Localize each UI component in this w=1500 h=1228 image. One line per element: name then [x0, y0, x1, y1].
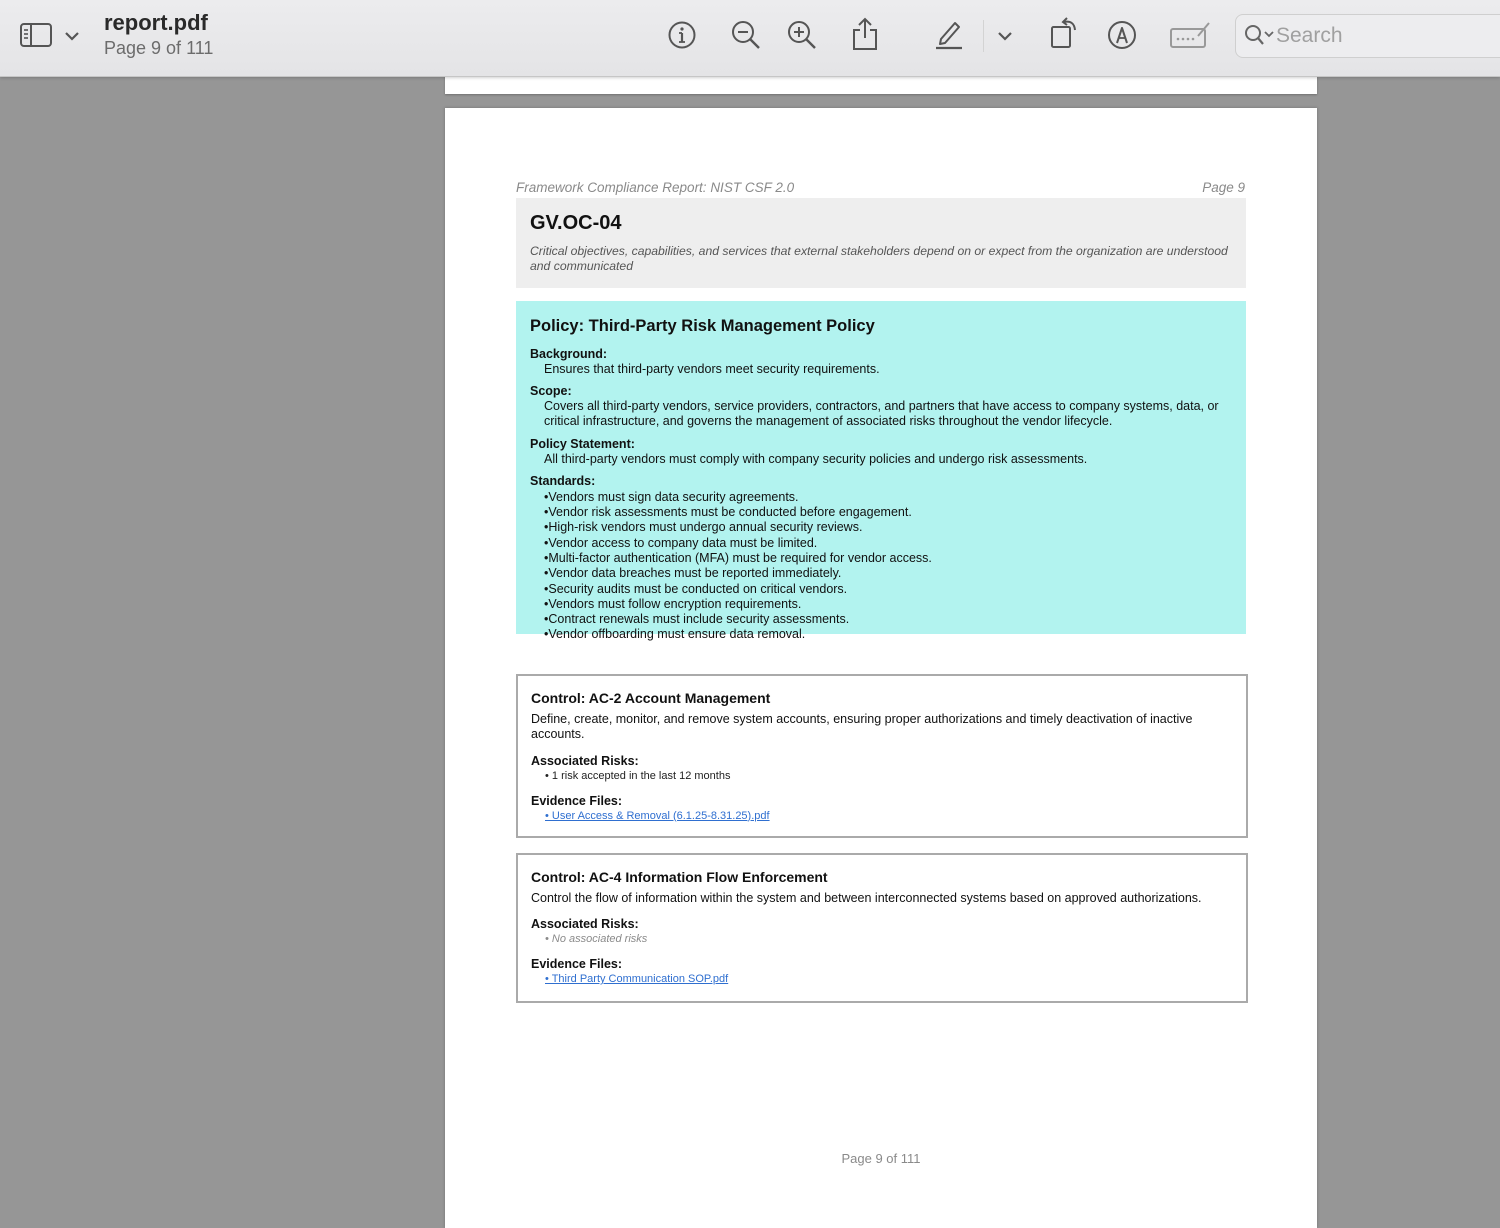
share-icon[interactable]	[848, 15, 882, 53]
document-title: report.pdf	[104, 10, 208, 35]
background-label: Background:	[530, 347, 608, 361]
requirement-id: GV.OC-04	[530, 212, 622, 234]
control-title: Control: AC-2 Account Management	[531, 690, 771, 706]
chevron-down-icon[interactable]	[995, 26, 1015, 46]
toolbar	[0, 0, 1500, 77]
policy-statement-label: Policy Statement:	[530, 436, 635, 451]
evidence-file-link[interactable]: • Third Party Communication SOP.pdf	[545, 973, 729, 986]
page-footer: Page 9 of 111	[841, 1151, 921, 1166]
chevron-down-icon[interactable]	[62, 26, 82, 46]
list-item: • Vendor risk assessments must be conducted before engagement.	[544, 505, 1232, 520]
control-description: Define, create, monitor, and remove system accounts, ensuring proper authorizations and timely deactivation of inactive accounts.	[531, 712, 1193, 742]
rotate-icon[interactable]	[1046, 14, 1082, 52]
requirement-description: Critical objectives, capabilities, and services that external stakeholders depend on or expect from the organization are understood and communicated	[530, 244, 1228, 273]
list-item: • Vendors must follow encryption requirements.	[544, 597, 1232, 612]
evidence-files-label: Evidence Files:	[531, 957, 623, 972]
associated-risks-label: Associated Risks:	[531, 753, 639, 768]
search-input[interactable]	[1274, 23, 1478, 49]
running-header-title: Framework Compliance Report: NIST CSF 2.0	[516, 180, 795, 195]
sidebar-icon[interactable]	[18, 20, 54, 50]
control-card-ac-2	[516, 674, 1248, 838]
search-icon[interactable]	[1242, 21, 1276, 51]
list-item: • Vendor offboarding must ensure data removal.	[544, 627, 1232, 642]
evidence-file-link[interactable]: • User Access & Removal (6.1.25-8.31.25).pdf	[545, 809, 770, 822]
risk-item: • No associated risks	[545, 933, 648, 946]
scope-label: Scope:	[530, 384, 572, 399]
list-item: • Vendor data breaches must be reported immediately.	[544, 566, 1232, 581]
policy-card	[516, 301, 1246, 642]
background-text: Ensures that third-party vendors meet security requirements.	[544, 362, 880, 376]
list-item: • Vendors must sign data security agreements.	[544, 490, 1232, 505]
list-item: • Contract renewals must include security assessments.	[544, 612, 1232, 627]
page-status: Page 9 of 111	[104, 38, 214, 58]
control-title: Control: AC-4 Information Flow Enforcement	[531, 869, 828, 885]
zoom-out-icon[interactable]	[728, 17, 764, 53]
highlight-pen-icon[interactable]	[931, 15, 967, 53]
control-card-ac-4	[516, 853, 1248, 1003]
control-description: Control the flow of information within the system and between interconnected systems based on approved authorizations.	[531, 891, 1202, 905]
list-item: • Multi-factor authentication (MFA) must be required for vendor access.	[544, 551, 1232, 566]
list-item: • Vendor access to company data must be limited.	[544, 536, 1232, 551]
toolbar-divider	[983, 20, 984, 52]
risk-item: • 1 risk accepted in the last 12 months	[545, 769, 731, 782]
list-item: • Security audits must be conducted on critical vendors.	[544, 582, 1232, 597]
search-field[interactable]	[1235, 14, 1500, 58]
markup-icon[interactable]	[1104, 17, 1140, 53]
info-icon[interactable]	[664, 17, 700, 53]
evidence-files-label: Evidence Files:	[531, 793, 623, 808]
policy-statement-text: All third-party vendors must comply with company security policies and undergo risk assessments.	[544, 451, 1088, 466]
policy-title: Policy: Third-Party Risk Management Policy	[530, 317, 875, 335]
associated-risks-label: Associated Risks:	[531, 917, 639, 932]
signature-icon[interactable]	[1167, 17, 1213, 53]
requirement-header	[516, 198, 1246, 288]
standards-label: Standards:	[530, 473, 596, 488]
zoom-in-icon[interactable]	[784, 17, 820, 53]
list-item: • High-risk vendors must undergo annual security reviews.	[544, 520, 1232, 535]
standards-list	[530, 490, 1232, 643]
pdf-page	[445, 108, 1317, 1228]
running-header-page: Page 9	[1202, 180, 1245, 195]
scope-text: Covers all third-party vendors, service providers, contractors, and partners that have access to company systems, data, or critical infrastructure, and governs the management of associated risks throughout the vendor lifecycle.	[544, 399, 1219, 429]
